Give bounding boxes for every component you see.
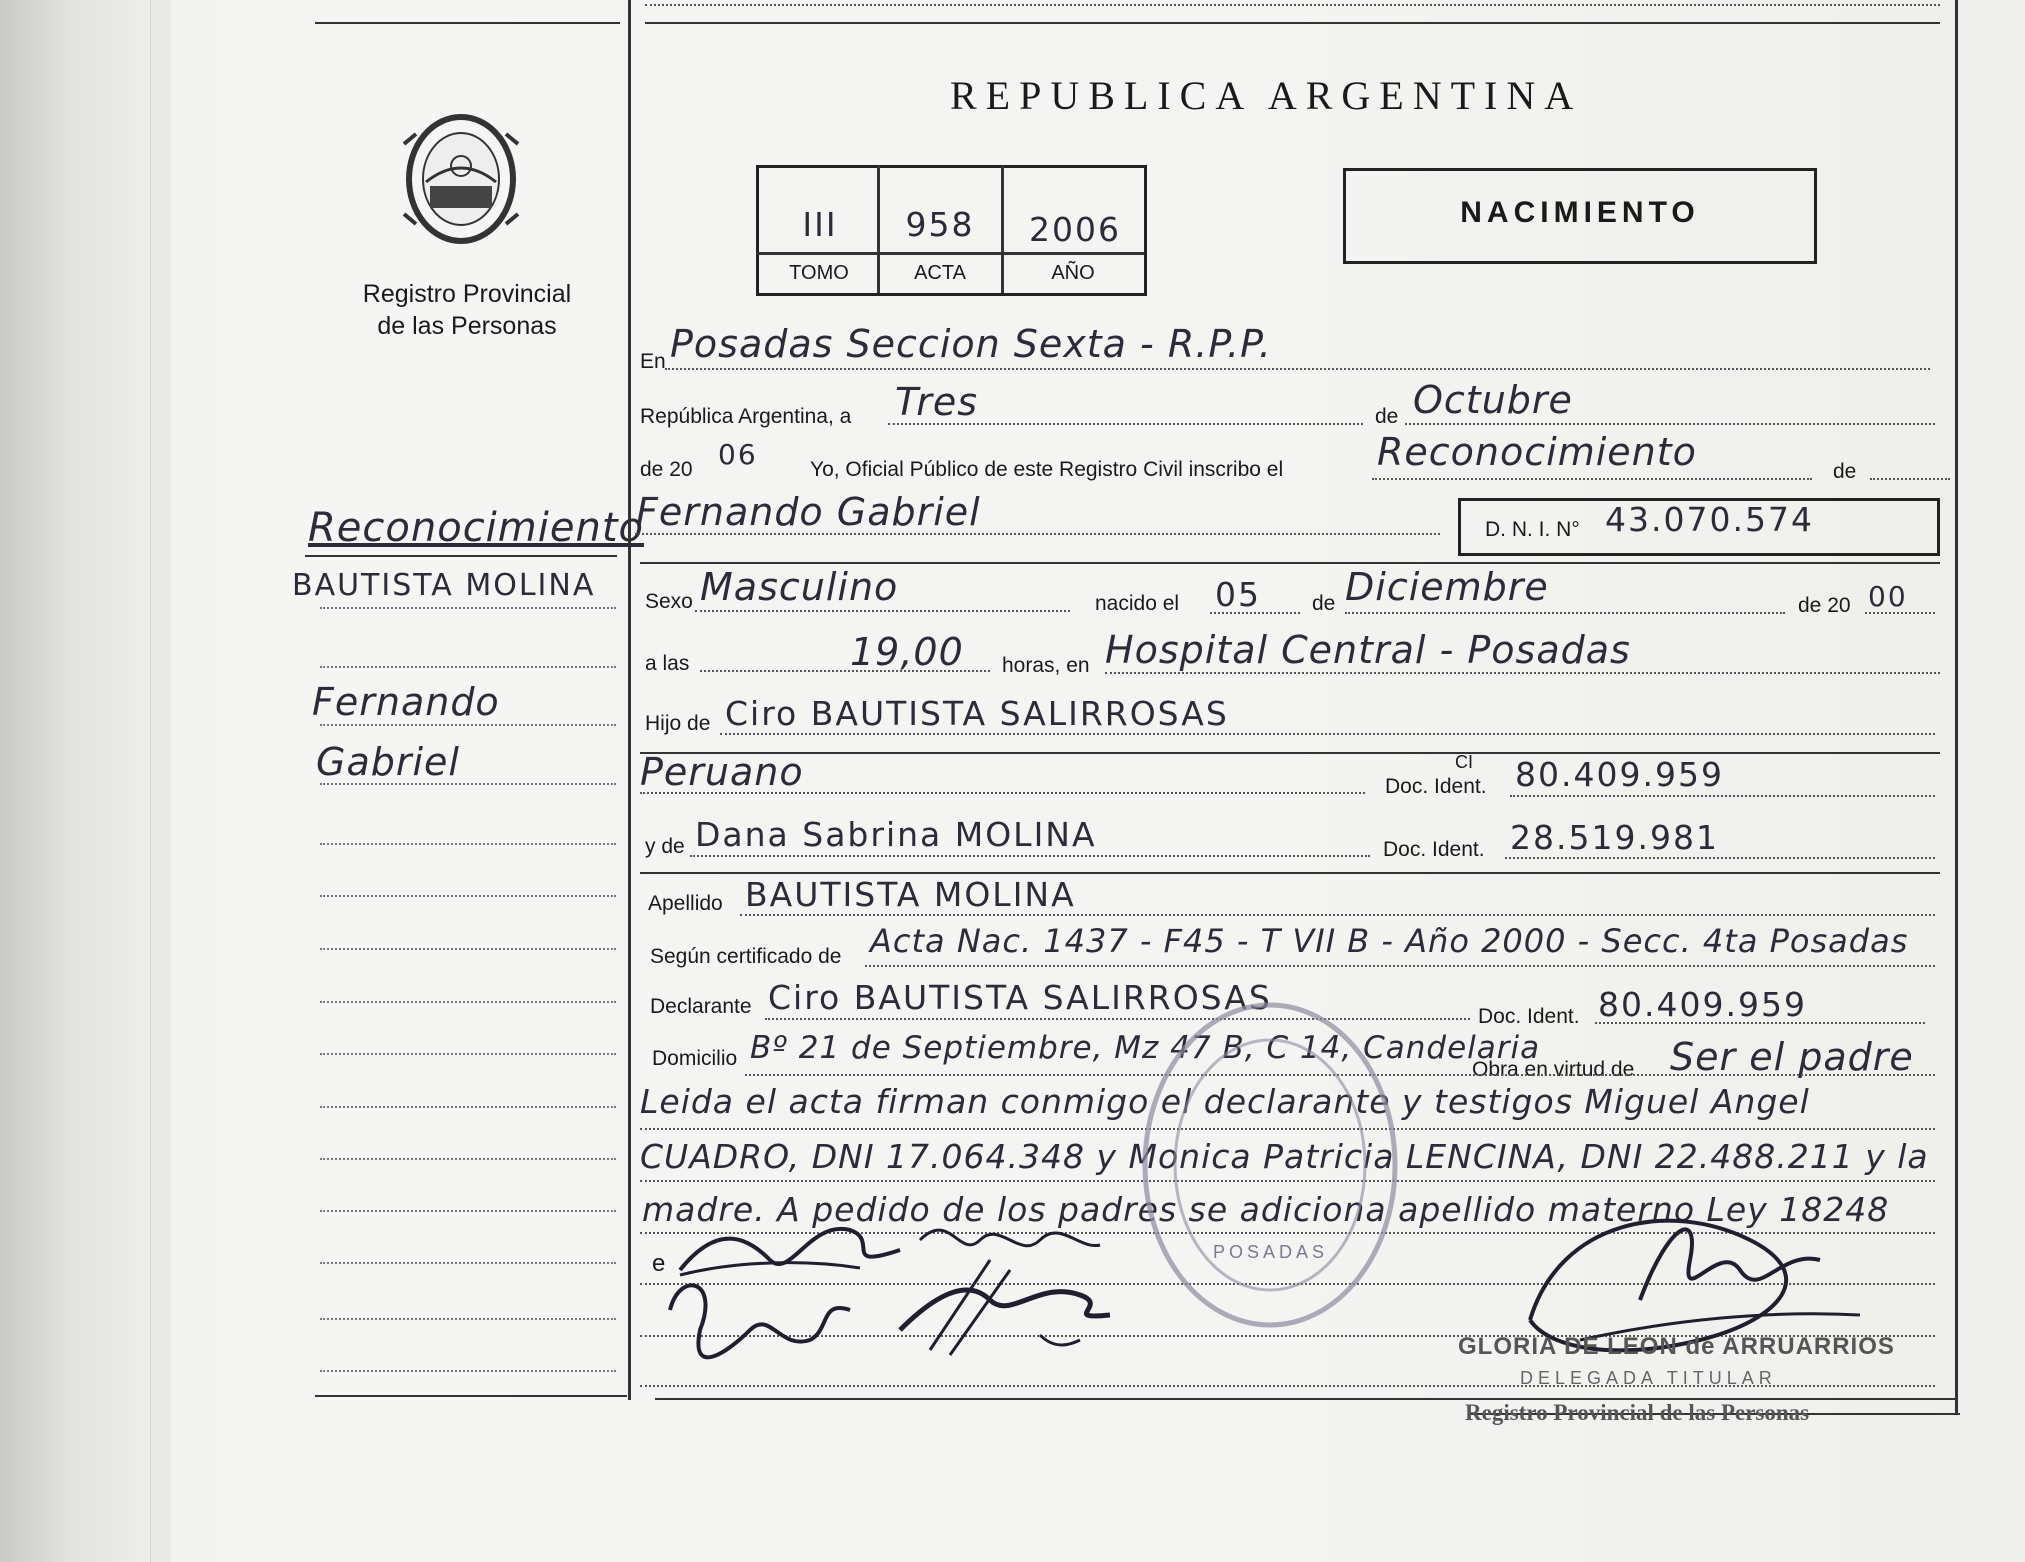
de-label-act: de [1833, 460, 1857, 483]
registry-name-line-2: de las Personas [377, 312, 557, 340]
segun-label: Según certificado de [650, 945, 842, 968]
hour-value: 19,00 [850, 630, 964, 674]
country-title: REPUBLICA ARGENTINA [950, 73, 1583, 118]
father-doc-value: 80.409.959 [1515, 755, 1724, 794]
record-type: NACIMIENTO [1460, 196, 1700, 229]
birth-month-value: Diciembre [1345, 565, 1549, 609]
ano-value: 2006 [1029, 210, 1121, 249]
hijo-label: Hijo de [645, 712, 711, 735]
oficial-text: Yo, Oficial Público de este Registro Civil inscribo el [810, 458, 1284, 481]
doc-ident-label-mother: Doc. Ident. [1383, 838, 1485, 861]
sexo-value: Masculino [700, 565, 899, 609]
apellido-label: Apellido [648, 892, 723, 915]
year-prefix: de 20 [640, 458, 693, 481]
birth-year-line [1865, 612, 1935, 614]
alas-label: a las [645, 652, 690, 675]
mother-rule [640, 872, 1940, 874]
month-line [1405, 423, 1935, 425]
de-label-month: de [1375, 405, 1399, 428]
tomo-label: TOMO [789, 262, 849, 284]
person-name-line [635, 533, 1440, 535]
father-doc-prefix: CI [1455, 752, 1473, 772]
free-text-line-2: CUADRO, DNI 17.064.348 y Monica Patricia LENCINA, DNI 22.488.211 y la [640, 1137, 1929, 1176]
e-mark: e [652, 1250, 666, 1277]
act-type-line [1372, 478, 1812, 480]
birth-day-value: 05 [1215, 575, 1261, 614]
day-line [888, 423, 1363, 425]
person-name-value: Fernando Gabriel [636, 490, 981, 534]
mother-doc-value: 28.519.981 [1510, 818, 1719, 857]
mother-value: Dana Sabrina MOLINA [695, 815, 1097, 854]
official-role: DELEGADA TITULAR [1520, 1368, 1777, 1388]
act-type-value: Reconocimiento [1377, 430, 1697, 474]
mother-doc-line [1505, 857, 1935, 859]
ano-label: AÑO [1051, 262, 1095, 284]
dni-value: 43.070.574 [1605, 500, 1814, 539]
province-emblem-icon [396, 104, 526, 254]
declarante-doc-value: 80.409.959 [1598, 985, 1807, 1024]
yde-label: y de [645, 835, 685, 858]
top-rule-left [315, 22, 620, 24]
republica-label: República Argentina, a [640, 405, 852, 428]
column-divider [628, 0, 631, 1400]
sexo-line [695, 610, 1070, 612]
right-border [1955, 0, 1958, 1415]
birth-place-value: Hospital Central - Posadas [1105, 628, 1631, 672]
birth-place-line [1105, 672, 1940, 674]
acta-value: 958 [905, 205, 975, 244]
official-registry: Registro Provincial de las Personas [1465, 1400, 1810, 1425]
margin-note-given-1: Fernando [312, 680, 500, 724]
margin-note-given-2: Gabriel [316, 740, 460, 784]
birth-year-suffix: 00 [1868, 580, 1908, 613]
birth-month-line [1345, 612, 1785, 614]
father-line [720, 733, 1935, 735]
month-value: Octubre [1413, 378, 1573, 422]
father-doc-line [1510, 795, 1935, 797]
obra-value: Ser el padre [1670, 1035, 1914, 1079]
year-suffix: 06 [718, 438, 758, 471]
free-text-line-3: madre. A pedido de los padres se adiciona apellido materno Ley 18248 [642, 1190, 1890, 1229]
obra-label: Obra en virtud de [1472, 1058, 1635, 1081]
section-rule [640, 562, 1940, 564]
nationality-line [640, 792, 1365, 794]
horas-label: horas, en [1002, 654, 1090, 677]
declarante-value: Ciro BAUTISTA SALIRROSAS [768, 978, 1272, 1017]
margin-rule-1 [305, 555, 617, 557]
registry-name-line-1: Registro Provincial [362, 280, 572, 308]
en-label: En [640, 350, 666, 373]
domicilio-label: Domicilio [652, 1047, 738, 1070]
father-nationality-value: Peruano [640, 750, 804, 794]
doc-ident-label-declarante: Doc. Ident. [1478, 1005, 1580, 1028]
place-value: Posadas Seccion Sexta - R.P.P. [670, 322, 1272, 366]
de-label-birth: de [1312, 592, 1336, 615]
certificado-value: Acta Nac. 1437 - F45 - T VII B - Año 2000 - Secc. 4ta Posadas [870, 922, 1909, 960]
certificado-line [865, 965, 1935, 967]
hour-line [700, 670, 990, 672]
place-line [665, 368, 1930, 370]
day-value: Tres [895, 380, 979, 424]
free-text-line-1: Leida el acta firman conmigo el declarante y testigos Miguel Angel [640, 1082, 1810, 1121]
declarante-label: Declarante [650, 995, 752, 1018]
doc-ident-label-father: Doc. Ident. [1385, 775, 1487, 798]
margin-note-surname: BAUTISTA MOLINA [292, 568, 596, 603]
sexo-label: Sexo [645, 590, 693, 613]
signatures [660, 1200, 1280, 1400]
apellido-line [740, 914, 1935, 916]
dni-label: D. N. I. N° [1485, 518, 1580, 541]
acta-label: ACTA [914, 262, 966, 284]
stamp-city: POSADAS [1213, 1242, 1329, 1262]
top-dotted-rule [645, 4, 1940, 6]
margin-note-title: Reconocimiento [308, 505, 644, 551]
birth-year-prefix: de 20 [1798, 594, 1851, 617]
father-value: Ciro BAUTISTA SALIRROSAS [725, 694, 1229, 733]
declarante-doc-line [1595, 1022, 1925, 1024]
nacido-label: nacido el [1095, 592, 1180, 615]
record-box-rule [756, 252, 1144, 255]
tomo-value: III [802, 205, 838, 244]
page-edge [150, 0, 171, 1562]
mother-line [690, 855, 1370, 857]
birth-day-line [1210, 612, 1300, 614]
apellido-value: BAUTISTA MOLINA [745, 875, 1076, 914]
top-rule-right [645, 22, 1940, 24]
domicilio-value: Bº 21 de Septiembre, Mz 47 B, C 14, Candelaria [750, 1030, 1541, 1066]
page-edge-shadow [0, 0, 150, 1562]
father-rule [640, 752, 1940, 754]
de-line [1870, 478, 1950, 480]
official-name: GLORIA DE LEON de ARRUARRIOS [1458, 1333, 1895, 1360]
margin-rule-bottom [315, 1395, 627, 1397]
